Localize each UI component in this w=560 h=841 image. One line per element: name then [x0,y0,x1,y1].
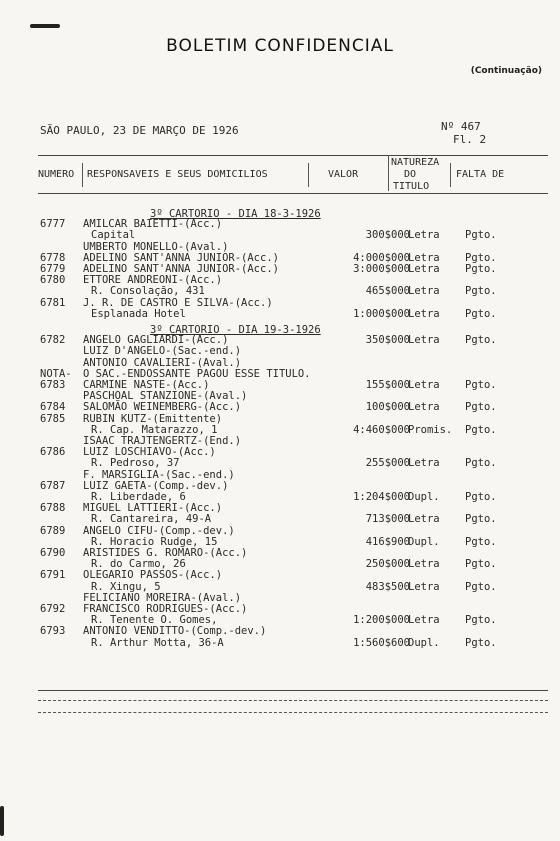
row-nature: Letra [408,307,440,320]
row-value: 483$500 [365,580,410,593]
row-responsible: ETTORE ANDREONI-(Acc.) [83,274,223,287]
table-row [0,470,560,481]
row-value: 4:460$000 [353,423,410,436]
row-number: 6791 [40,569,66,582]
row-falta: Pgto. [465,379,497,391]
row-number: 6787 [40,479,66,492]
row-responsible: R. Arthur Motta, 36-A [91,636,224,649]
row-falta: Pgto. [465,285,497,298]
row-responsible: FRANCISCO RODRIGUES-(Acc.) [83,603,248,615]
row-nature: Promis. [408,423,453,436]
row-number: 6785 [40,412,66,425]
table-row [0,582,560,593]
row-value: 350$000 [365,334,410,347]
row-responsible: R. Liberdade, 6 [91,491,186,503]
row-responsible: R. Horacio Rudge, 15 [91,535,218,548]
table-row [0,286,560,297]
row-nature: Letra [408,580,440,593]
row-responsible: R. Consolação, 431 [91,285,205,298]
row-falta: Pgto. [465,491,497,503]
row-nature: Letra [408,229,440,242]
sheet-number: Fl. 2 [453,133,487,146]
table-row [0,309,560,320]
row-responsible: R. Pedroso, 37 [91,457,180,470]
row-number: 6782 [40,334,66,347]
row-responsible: RUBIN KUTZ-(Emittente) [83,412,223,425]
row-responsible: AMILCAR BAIETTI-(Acc.) [83,218,223,231]
row-value: 155$000 [365,379,410,391]
row-responsible: R. Xingu, 5 [91,580,161,593]
row-responsible: ISAAC TRAJTENGERTZ-(End.) [83,435,242,447]
row-number: 6789 [40,524,66,537]
row-responsible: ADELINO SANT'ANNA JUNIOR-(Acc.) [83,263,279,275]
row-responsible: R. Tenente O. Gomes, [91,614,218,627]
bulletin-number: Nº 467 [441,120,481,133]
col-header-natureza-3: TITULO [393,181,430,192]
row-responsible: LUIZ D'ANGELO-(Sac.-end.) [83,345,242,358]
col-header-natureza-1: NATUREZA [391,157,440,168]
row-nature: Dupl. [408,491,440,503]
row-falta: Pgto. [465,401,497,414]
row-value: 1:560$600 [353,636,410,649]
table-row [0,230,560,241]
row-number: 6788 [40,502,66,515]
row-responsible: Capital [91,229,136,242]
row-nature: Letra [408,401,440,414]
table-row [0,298,560,309]
table-row [0,358,560,369]
ink-smudge-bottom-left [0,806,4,836]
row-nature: Letra [408,457,440,470]
row-value: 1:200$000 [353,614,410,627]
table-row [0,626,560,637]
row-responsible: Esplanada Hotel [91,307,186,320]
row-responsible: ANTONIO CAVALIERI-(Aval.) [83,356,242,369]
row-number: 6783 [40,379,66,391]
row-falta: Pgto. [465,307,497,320]
row-number: 6778 [40,251,66,264]
row-value: 416$900 [365,535,410,548]
table-row [0,514,560,525]
row-responsible: ADELINO SANT'ANNA JUNIOR-(Acc.) [83,251,279,264]
col-header-natureza-2: DO [404,169,417,180]
continuation-label: (Continuação) [470,66,542,76]
row-falta: Pgto. [465,535,497,548]
row-nature: Letra [408,379,440,391]
row-falta: Pgto. [465,513,497,526]
row-number: 6781 [40,296,66,309]
row-responsible: ANTONIO VENDITTO-(Comp.-dev.) [83,625,267,638]
row-nature: Dupl. [408,535,440,548]
row-number: 6777 [40,218,66,231]
row-value: 300$000 [365,229,410,242]
table-row [0,458,560,469]
row-nature: Letra [408,558,440,571]
row-responsible: LUIZ GAETA-(Comp.-dev.) [83,479,229,492]
row-falta: Pgto. [465,636,497,649]
row-number: 6779 [40,263,66,275]
row-falta: Pgto. [465,334,497,347]
table-row [0,346,560,357]
row-number: 6780 [40,274,66,287]
row-responsible: R. Cap. Matarazzo, 1 [91,423,218,436]
row-value: 1:000$000 [353,307,410,320]
row-falta: Pgto. [465,229,497,242]
row-falta: Pgto. [465,251,497,264]
row-responsible: R. do Carmo, 26 [91,558,186,571]
row-value: 465$000 [365,285,410,298]
row-responsible: MIGUEL LATTIERI-(Acc.) [83,502,223,515]
row-nature: Letra [408,334,440,347]
row-responsible: LUIZ LOSCHIAVO-(Acc.) [83,446,216,459]
row-falta: Pgto. [465,263,497,275]
ink-smudge-top-left [30,24,60,28]
row-value: 3:000$000 [353,263,410,275]
row-number: 6786 [40,446,66,459]
col-header-falta: FALTA DE [456,169,505,180]
table-row [0,414,560,425]
row-number: 6792 [40,603,66,615]
row-nature: Dupl. [408,636,440,649]
row-falta: Pgto. [465,614,497,627]
row-value: 250$000 [365,558,410,571]
row-responsible: F. MARSIGLIA-(Sac.-end.) [83,468,235,481]
row-nature: Letra [408,251,440,264]
row-falta: Pgto. [465,457,497,470]
table-row [0,402,560,413]
row-responsible: FELICIANO MOREIRA-(Aval.) [83,591,242,604]
col-header-numero: NUMERO [38,169,75,180]
row-responsible: CARMINE NASTE-(Acc.) [83,379,210,391]
row-number: NOTA- [40,367,72,380]
row-responsible: ANGELO CIFU-(Comp.-dev.) [83,524,235,537]
section-heading: 3º CARTORIO - DIA 18-3-1926 [150,208,321,220]
table-row [0,570,560,581]
row-falta: Pgto. [465,423,497,436]
row-responsible: SALOMÃO WEINEMBERG-(Acc.) [83,401,242,414]
row-value: 713$000 [365,513,410,526]
row-responsible: PASCHOAL STANZIONE-(Aval.) [83,390,248,403]
row-number: 6784 [40,401,66,414]
row-value: 255$000 [365,457,410,470]
row-responsible: ARISTIDES G. ROMARO-(Acc.) [83,547,248,559]
row-nature: Letra [408,513,440,526]
page-title: BOLETIM CONFIDENCIAL [166,36,394,56]
row-value: 4:000$000 [353,251,410,264]
table-row [0,242,560,253]
row-responsible: ANGELO GAGLIARDI-(Acc.) [83,334,229,347]
row-number: 6793 [40,625,66,638]
place-date: SÃO PAULO, 23 DE MARÇO DE 1926 [40,124,239,137]
row-nature: Letra [408,285,440,298]
row-responsible: R. Cantareira, 49-A [91,513,212,526]
row-value: 1:204$000 [353,491,410,503]
row-falta: Pgto. [465,558,497,571]
row-responsible: UMBERTO MONELLO-(Aval.) [83,240,229,253]
row-responsible: J. R. DE CASTRO E SILVA-(Acc.) [83,296,273,309]
row-nature: Letra [408,263,440,275]
row-number: 6790 [40,547,66,559]
row-value: 100$000 [365,401,410,414]
col-header-responsaveis: RESPONSAVEIS E SEUS DOMICILIOS [87,169,268,180]
row-falta: Pgto. [465,580,497,593]
row-responsible: OLEGARIO PASSOS-(Acc.) [83,569,223,582]
row-nature: Letra [408,614,440,627]
table-row [0,526,560,537]
col-header-valor: VALOR [328,169,359,180]
row-responsible: O SAC.-ENDOSSANTE PAGOU ESSE TITULO. [83,367,311,380]
section-heading: 3º CARTORIO - DIA 19-3-1926 [150,324,321,336]
table-row [0,638,560,649]
